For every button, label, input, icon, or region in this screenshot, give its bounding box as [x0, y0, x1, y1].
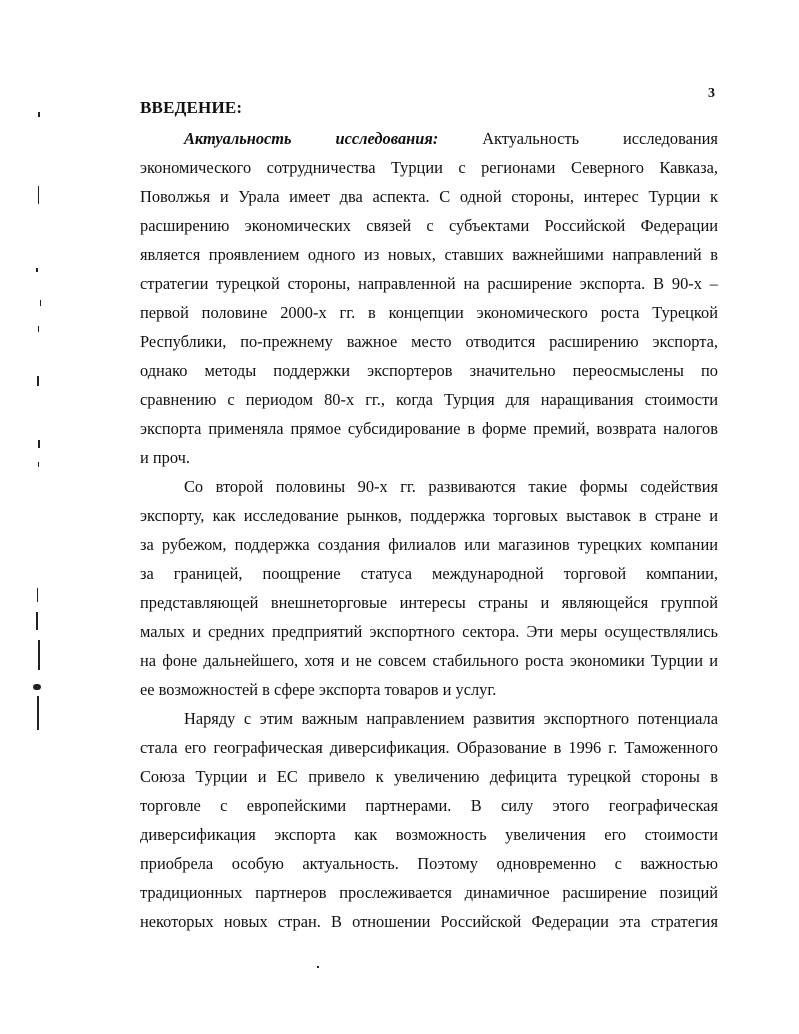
scan-mark: [33, 684, 41, 690]
paragraph-line: ее возможностей в сфере экспорта товаров и услуг.: [140, 680, 497, 699]
scan-mark: [37, 376, 39, 386]
paragraph-line: торговле с европейскими партнерами. В силу этого географическая: [140, 796, 718, 815]
italic-lead-word: исследования:: [335, 129, 439, 148]
paragraph-line: традиционных партнеров прослеживается динамичное расширение позиций: [140, 883, 718, 902]
paragraph-line: Союза Турции и ЕС привело к увеличению дефицита турецкой стороны в: [140, 767, 718, 786]
paragraph-1: [140, 124, 718, 472]
scan-mark: [38, 640, 40, 670]
scan-mark: [38, 440, 40, 448]
paragraph-2: [140, 472, 718, 704]
scan-mark: [40, 300, 41, 306]
scan-mark: [317, 966, 319, 968]
paragraph-line: сравнению с периодом 80-х гг., когда Турция для наращивания стоимости: [140, 390, 718, 409]
paragraph-line: [140, 124, 718, 153]
paragraph-line: Республики, по-прежнему важное место отводится расширению экспорта,: [140, 332, 718, 351]
line-word: Актуальность: [482, 129, 580, 148]
paragraph-line: и проч.: [140, 448, 190, 467]
document-body: [140, 124, 718, 936]
paragraph-line: приобрела особую актуальность. Поэтому одновременно с важностью: [140, 854, 718, 873]
paragraph-line: экспорту, как исследование рынков, поддержка торговых выставок в стране и: [140, 506, 718, 525]
scan-mark: [38, 326, 39, 332]
paragraph-line: представляющей внешнеторговые интересы страны и являющейся группой: [140, 593, 718, 612]
scan-mark: [38, 112, 40, 117]
paragraph-line: экономического сотрудничества Турции с регионами Северного Кавказа,: [140, 158, 718, 177]
scan-mark: [37, 696, 39, 730]
section-heading: ВВЕДЕНИЕ:: [140, 98, 243, 117]
paragraph-line: диверсификация экспорта как возможность увеличения его стоимости: [140, 825, 718, 844]
paragraph-line: расширению экономических связей с субъектами Российской Федерации: [140, 216, 718, 235]
paragraph-line: Наряду с этим важным направлением развития экспортного потенциала: [184, 709, 718, 728]
scan-mark: [38, 462, 39, 467]
scan-mark: [36, 612, 38, 630]
paragraph-line: однако методы поддержки экспортеров значительно переосмыслены по: [140, 361, 718, 380]
paragraph-3: [140, 704, 718, 936]
paragraph-line: является проявлением одного из новых, ставших важнейшими направлений в: [140, 245, 718, 264]
paragraph-line: Поволжья и Урала имеет два аспекта. С одной стороны, интерес Турции к: [140, 187, 718, 206]
paragraph-line: экспорта применяла прямое субсидирование в форме премий, возврата налогов: [140, 419, 718, 438]
paragraph-line: малых и средних предприятий экспортного сектора. Эти меры осуществлялись: [140, 622, 718, 641]
scan-mark: [38, 186, 39, 204]
paragraph-line: стала его географическая диверсификация. Образование в 1996 г. Таможенного: [140, 738, 718, 757]
page-number: 3: [708, 86, 715, 101]
paragraph-line: стратегии турецкой стороны, направленной на расширение экспорта. В 90-х –: [140, 274, 718, 293]
scan-mark: [37, 588, 38, 602]
italic-lead-word: Актуальность: [184, 129, 292, 148]
paragraph-line: на фоне дальнейшего, хотя и не совсем стабильного роста экономики Турции и: [140, 651, 718, 670]
paragraph-line: некоторых новых стран. В отношении Российской Федерации эта стратегия: [140, 912, 718, 931]
paragraph-line: Со второй половины 90-х гг. развиваются такие формы содействия: [184, 477, 718, 496]
paragraph-line: за рубежом, поддержка создания филиалов или магазинов турецких компании: [140, 535, 718, 554]
line-word: исследования: [623, 129, 718, 148]
paragraph-line: за границей, поощрение статуса международной торговой компании,: [140, 564, 718, 583]
scan-mark: [36, 268, 38, 272]
paragraph-line: первой половине 2000-х гг. в концепции экономического роста Турецкой: [140, 303, 718, 322]
